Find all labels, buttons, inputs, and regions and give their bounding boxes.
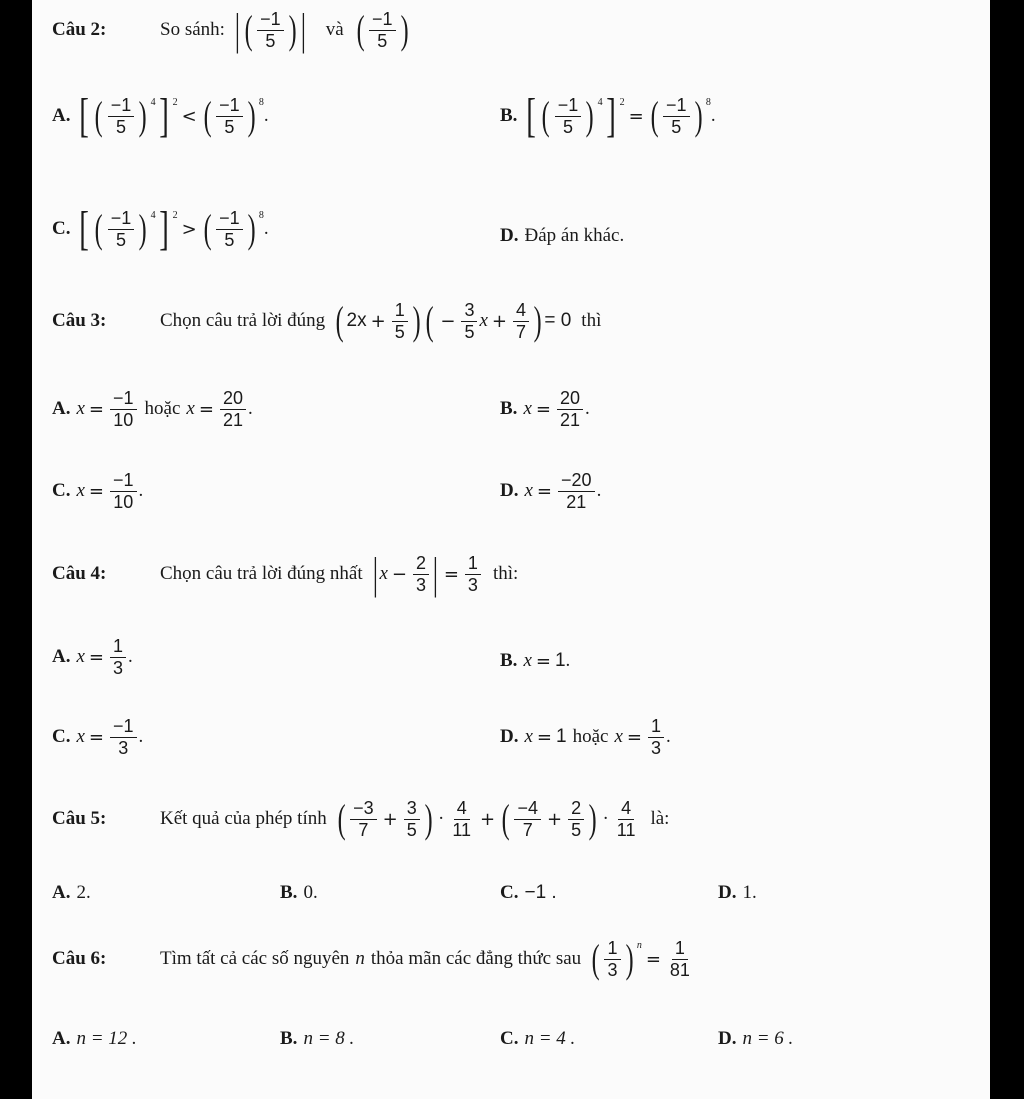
question-3 bbox=[52, 300, 970, 342]
q6-option-b[interactable]: B. n = 8 . bbox=[280, 1028, 355, 1049]
q6-option-c[interactable]: C. n = 4 . bbox=[500, 1028, 576, 1049]
question-4 bbox=[52, 549, 970, 598]
q5-option-a[interactable]: A. 2. bbox=[52, 882, 91, 903]
q5-option-d[interactable]: D. 1. bbox=[718, 882, 757, 903]
q3-option-b[interactable]: B. x = $\frac{20}{21}$ . bbox=[500, 388, 590, 430]
question-5-label: Câu 5: bbox=[52, 808, 107, 830]
expression: ( $\frac{-3}{7}$ + $\frac{3}{5}$ ) · $\frac{4}{11}$ + ( $\frac{-4}{7}$ + $\frac{2}{5}$ ) · $\frac{4}{11}$ bbox=[337, 796, 636, 842]
question-6-label: Câu 6: bbox=[52, 948, 107, 970]
q2-option-b[interactable]: B. [ ( $\frac{-1}{5}$ ) $^4$ ] $^2$ = ( $\frac{-1}{5}$ ) $^8$ . bbox=[500, 89, 716, 142]
fraction: $\frac{-1}{5}$ bbox=[369, 9, 396, 51]
question-2-text: So sánh: bbox=[160, 19, 225, 40]
q2-option-c[interactable]: C. [ ( $\frac{-1}{5}$ ) $^4$ ] $^2$ > ( $\frac{-1}{5}$ ) $^8$ . bbox=[52, 202, 269, 255]
q3-option-c[interactable]: C. x = $\frac{-1}{10}$ . bbox=[52, 470, 144, 512]
equation: ( $\frac{1}{3}$ ) $^n$ = $\frac{1}{81}$ bbox=[591, 936, 690, 982]
fraction: $\frac{-1}{5}$ bbox=[257, 9, 284, 51]
question-3-label: Câu 3: bbox=[52, 310, 107, 332]
abs-expression: | ( $\frac{-1}{5}$ ) | bbox=[234, 5, 306, 54]
question-2-label: Câu 2: bbox=[52, 19, 107, 40]
q5-option-c[interactable]: C. −1 . bbox=[500, 882, 557, 903]
question-5 bbox=[52, 798, 970, 840]
question-4-stem: Chọn câu trả lời đúng nhất | x − $\frac{2}{3}$ | = $\frac{1}{3}$ thì: bbox=[160, 549, 519, 598]
question-3-stem: Chọn câu trả lời đúng ( 2x + $\frac{1}{5}$ ) ( − $\frac{3}{5}$ x + $\frac{4}{7}$ ) = 0 thì bbox=[160, 298, 602, 344]
q4-option-d[interactable]: D. x = 1 hoặc x = $\frac{1}{3}$ . bbox=[500, 716, 671, 758]
q5-option-b[interactable]: B. 0. bbox=[280, 882, 318, 903]
q2-option-d[interactable]: D. Đáp án khác. bbox=[500, 225, 625, 246]
question-2-conj: và bbox=[325, 19, 344, 40]
equation: | x − $\frac{2}{3}$ | = $\frac{1}{3}$ bbox=[371, 552, 483, 596]
q3-option-a[interactable]: A. x = $\frac{-1}{10}$ hoặc x = $\frac{20}{21}$ . bbox=[52, 388, 253, 430]
equation: ( 2x + $\frac{1}{5}$ ) ( − $\frac{3}{5}$ x + $\frac{4}{7}$ ) = 0 bbox=[335, 298, 572, 344]
q6-option-a[interactable]: A. n = 12 . bbox=[52, 1028, 137, 1049]
question-4-label: Câu 4: bbox=[52, 563, 107, 584]
question-6-stem: Tìm tất cả các số nguyên n thỏa mãn các đẳng thức sau ( $\frac{1}{3}$ ) $^n$ = $\frac{1}{81}$ bbox=[160, 938, 695, 980]
question-6 bbox=[52, 938, 970, 980]
question-2 bbox=[52, 5, 970, 54]
question-2-stem bbox=[160, 5, 411, 54]
q3-option-d[interactable]: D. x = $\frac{-20}{21}$ . bbox=[500, 470, 602, 512]
fraction-expression: ( $\frac{-1}{5}$ ) bbox=[356, 7, 409, 52]
document-page bbox=[32, 0, 990, 1099]
q4-option-b[interactable]: B. x = 1 . bbox=[500, 650, 571, 672]
q2-option-a[interactable]: A. [ ( $\frac{-1}{5}$ ) $^4$ ] $^2$ < ( $\frac{-1}{5}$ ) $^8$ . bbox=[52, 89, 269, 142]
q4-option-c[interactable]: C. x = $\frac{-1}{3}$ . bbox=[52, 716, 144, 758]
q4-option-a[interactable]: A. x = $\frac{1}{3}$ . bbox=[52, 636, 133, 678]
q6-option-d[interactable]: D. n = 6 . bbox=[718, 1028, 794, 1049]
question-5-stem: Kết quả của phép tính ( $\frac{-3}{7}$ + $\frac{3}{5}$ ) · $\frac{4}{11}$ + ( $\frac{-4}{7}$ + $\frac{2}{5}$ ) · $\frac{4}{11}$ là: bbox=[160, 796, 670, 842]
